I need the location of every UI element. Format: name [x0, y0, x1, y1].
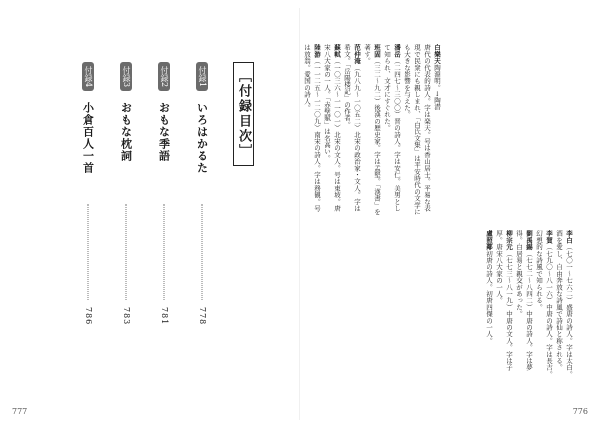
toc-title: ［付録目次］ — [233, 62, 254, 166]
entry — [382, 44, 402, 216]
toc-entry-hyakunin-isshu[interactable] — [76, 62, 100, 372]
biography-entries-lower — [462, 230, 574, 380]
entry-text: （七九〇〜八一六）中唐の詩人。字は長吉。幻想的な詩風で知られる。 — [535, 230, 553, 378]
entry — [514, 230, 534, 380]
toc-entry-iroha-karuta[interactable] — [190, 62, 214, 372]
entry — [432, 44, 442, 216]
entry-name: 范仲淹 — [353, 44, 361, 65]
page-number-right: 776 — [572, 407, 588, 416]
toc-leader-dots — [88, 204, 89, 300]
toc-entry-page: 783 — [122, 307, 131, 326]
entry — [302, 44, 322, 216]
entry-text: （七七二〜八四二）中唐の詩人。字は夢得。白居易と親交があった。 — [515, 230, 533, 371]
entry — [494, 230, 514, 380]
toc-entry-page: 778 — [198, 307, 207, 326]
toc-entry-text: おもな季語 — [157, 102, 171, 162]
entry — [554, 230, 574, 380]
entry-text: （三二〜九二）後漢の歴史家。字は孟堅。「漢書」を著す。 — [363, 44, 381, 215]
entry-name: 班固 — [373, 44, 381, 58]
entry-text: （七七三〜八一九）中唐の文人。字は子厚。唐宋八大家の一人。 — [495, 230, 513, 371]
entry-text: 初唐の詩人。初唐四傑の一人。 — [485, 250, 493, 344]
appendix-table-of-contents — [74, 62, 254, 382]
toc-entry-kigo[interactable] — [152, 62, 176, 372]
toc-entry-makurakotoba[interactable] — [114, 62, 138, 372]
entry-name: 白樂天 — [433, 44, 441, 65]
entry-text: （一一二五〜一二〇九）南宋の詩人。字は務観。号は放翁。愛国の詩人。 — [303, 44, 321, 212]
entry-name: 李白 — [565, 230, 573, 244]
entry-text: 陶淵明。→陶潜 — [433, 64, 441, 110]
biography-entries-upper — [300, 44, 442, 216]
toc-entry-text: 小倉百人一首 — [81, 102, 95, 174]
entry-text: （二四七〜三〇〇）晋の詩人。字は安仁。美男として知られ、文才にすぐれた。 — [383, 44, 401, 212]
toc-entry-text: おもな枕詞 — [119, 102, 133, 162]
entry-text: （七〇一〜七六二）盛唐の詩人。字は太白。酒を愛し、自由奔放な詩風で詩仙と称される。 — [555, 230, 573, 378]
entry — [402, 44, 432, 216]
toc-entry-label: 付録2 — [158, 62, 170, 91]
entry — [484, 230, 494, 380]
entry-name: 潘岳 — [393, 44, 401, 58]
entry-text: （一〇三六〜一一〇一）北宋の文人。号は東坡。唐宋八大家の一人。「赤壁賦」は名高い。 — [323, 44, 341, 212]
entry-name: 蘇軾 — [333, 44, 341, 58]
page-number-left: 777 — [12, 407, 28, 416]
entry — [534, 230, 554, 380]
toc-entry-label: 付録3 — [120, 62, 132, 91]
toc-entry-page: 786 — [84, 307, 93, 326]
toc-entry-label: 付録1 — [196, 62, 208, 91]
entry-name: 李賀 — [545, 230, 553, 244]
entry-text: （九八九〜一〇五二）北宋の政治家・文人。字は希文。「岳陽楼記」の作者。 — [343, 44, 361, 212]
entry-text: 唐代の代表的詩人。字は楽天。号は香山居士。平易な表現で民衆にも親しまれ、「白氏文集」は平安時代の文学にも大きな影響を与えた。 — [403, 44, 431, 215]
toc-entry-label: 付録4 — [82, 62, 94, 91]
toc-leader-dots — [202, 204, 203, 300]
toc-leader-dots — [164, 204, 165, 300]
entry-name: 劉禹錫 — [525, 230, 533, 251]
entry — [342, 44, 362, 216]
entry — [362, 44, 382, 216]
entry — [322, 44, 342, 216]
entry-name: 陸游 — [313, 44, 321, 58]
entry-name: 柳宗元 — [505, 230, 513, 251]
toc-entry-page: 781 — [160, 307, 169, 326]
entry-name: 盧照鄰 — [485, 230, 493, 251]
toc-entry-text: いろはかるた — [195, 102, 209, 174]
toc-leader-dots — [126, 204, 127, 300]
